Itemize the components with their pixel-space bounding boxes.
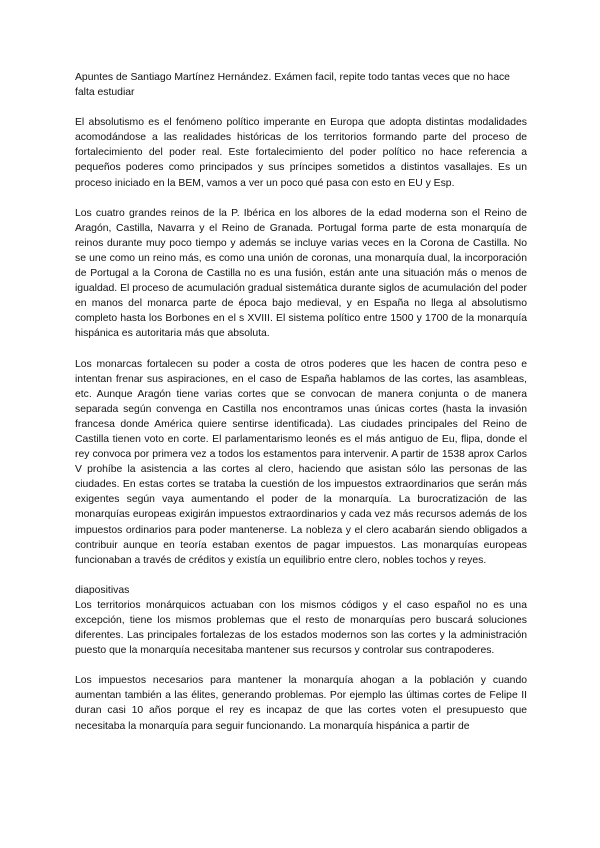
paragraph-absolutismo: El absolutismo es el fenómeno político imperante en Europa que adopta distintas modalidades acomodándose a las realidades históricas de los territorios formando parte del proceso de fortalecimiento del poder real. Este fortalecimiento del poder político no hace referencia a pequeños poderes como principados y sus príncipes sometidos a distintos vasallajes. Es un proceso iniciado en la BEM, vamos a ver un poco qué pasa con esto en EU y Esp. [75,117,527,189]
paragraph-reinos-peninsula: Los cuatro grandes reinos de la P. Ibérica en los albores de la edad moderna son el Reino de Aragón, Castilla, Navarra y el Reino de Granada. Portugal forma parte de esta monarquía de reinos durante muy poco tiempo y además se incluye varias veces en la Corona de Castilla. No se une como un reino más, es como una unión de coronas, una monarquía dual, la incorporación de Portugal a la Corona de Castilla no es una fusión, están ante una situación más o menos de igualdad. El proceso de acumulación gradual sistemática durante siglos de acumulación del poder en manos del monarca parte de época bajo medieval, y en España no llega al absolutismo completo hasta los Borbones en el s XVIII. El sistema político entre 1500 y 1700 de la monarquía hispánica es autoritaria más que absoluta. [75,207,527,340]
paragraph-monarcas-cortes: Los monarcas fortalecen su poder a costa de otros poderes que les hacen de contra peso e intentan frenar sus aspiraciones, en el caso de España hablamos de las cortes, las asambleas, etc. Aunque Aragón tiene varias cortes que se convocan de manera conjunta o de manera separada según convenga en Castilla nos encontramos unas únicas cortes (hasta la invasión francesa donde América quiere sentirse identificada). Las ciudades principales del Reino de Castilla tienen voto en corte. El parlamentarismo leonés es el más antiguo de Eu, flipa, donde el rey convoca por primera vez a todos los estamentos para intervenir. A partir de 1538 aprox Carlos V prohíbe la asistencia a las cortes al clero, haciendo que asistan sólo las personas de las ciudades. En estas cortes se trataba la cuestión de los impuestos extraordinarios que serán más exigentes según vaya aumentando el poder de la monarquía. La burocratización de las monarquías europeas exigirán impuestos extraordinarios y cada vez más recursos además de los impuestos ordinarios para poder mantenerse. La nobleza y el clero acabarán siendo obligados a contribuir aunque en teoría estaban exentos de pagar impuestos. Las monarquías europeas funcionaban a través de créditos y existía un equilibrio entre clero, nobles tochos y reyes. [75,358,527,566]
section-heading: diapositivas [75,584,130,596]
document-page [75,70,527,749]
document-title: Apuntes de Santiago Martínez Hernández. Exámen facil, repite todo tantas veces que no hace falta estudiar [75,72,510,99]
paragraph-territorios-monarquicos: Los territorios monárquicos actuaban con los mismos códigos y el caso español no es una excepción, tiene los mismos problemas que el resto de monarquías pero buscará soluciones diferentes. Las principales fortalezas de los estados modernos son las cortes y la administración puesto que la monarquía necesitaba mantener sus recursos y controlar sus contrapoderes. [75,599,527,657]
paragraph-impuestos: Los impuestos necesarios para mantener la monarquía ahogan a la población y cuando aumentan también a las élites, generando problemas. Por ejemplo las últimas cortes de Felipe II duran casi 10 años porque el rey es incapaz de que las cortes voten el presupuesto que necesitaba la monarquía para seguir funcionando. La monarquía hispánica a partir de [75,675,527,732]
